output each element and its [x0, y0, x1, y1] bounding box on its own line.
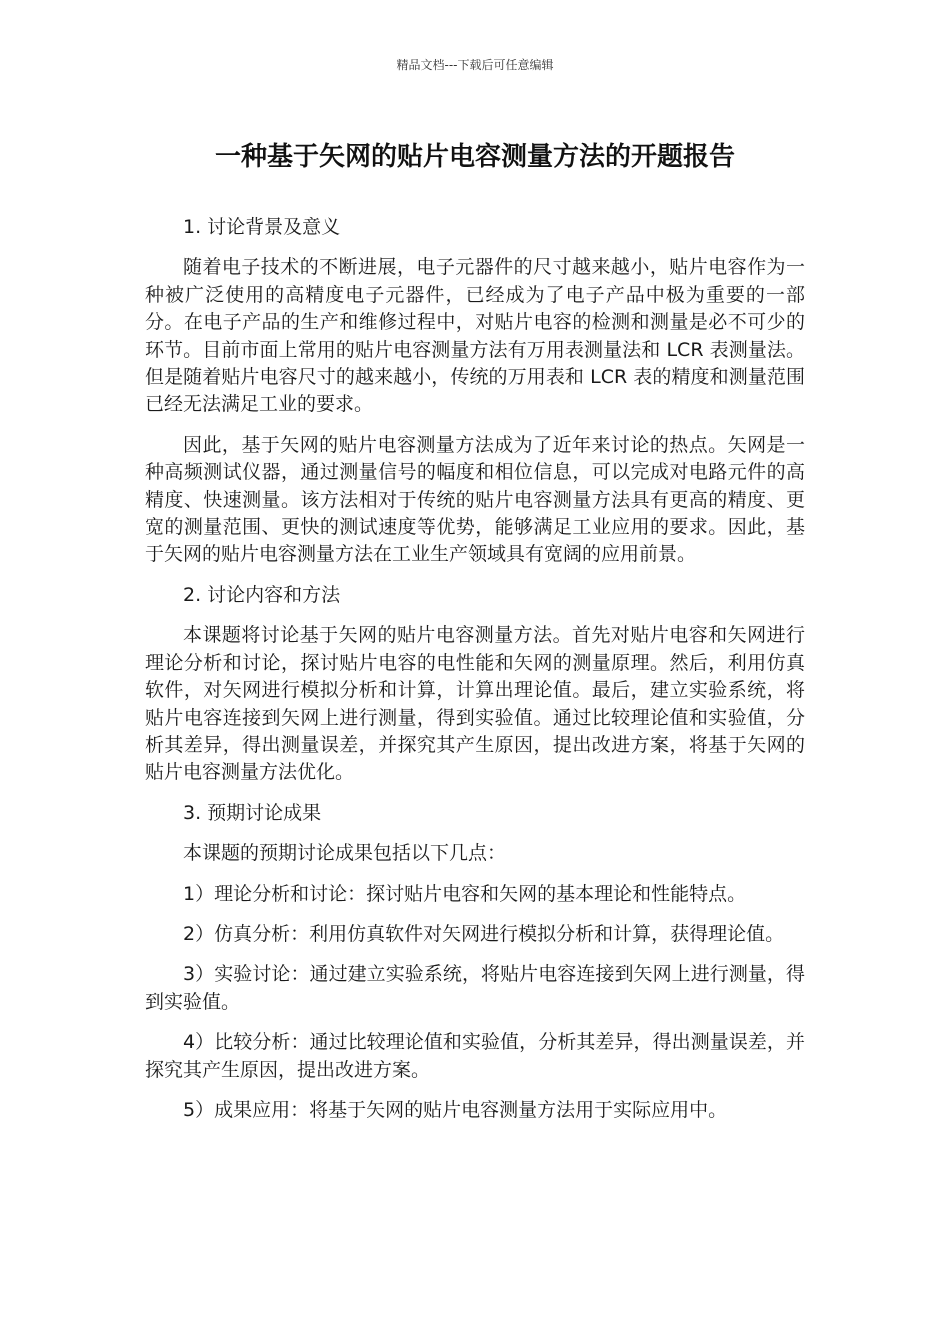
header-note: 精品文档---下载后可任意编辑	[396, 58, 554, 72]
list-item-result-3: 3）实验讨论：通过建立实验系统，将贴片电容连接到矢网上进行测量，得到实验值。	[145, 963, 805, 1013]
list-item-result-4: 4）比较分析：通过比较理论值和实验值，分析其差异，得出测量误差，并探究其产生原因，提出改进方案。	[145, 1031, 805, 1081]
paragraph-results-intro: 本课题的预期讨论成果包括以下几点：	[183, 842, 507, 865]
paragraph-background-2: 因此，基于矢网的贴片电容测量方法成为了近年来讨论的热点。矢网是一种高频测试仪器，通过测量信号的幅度和相位信息，可以完成对电路元件的高精度、快速测量。该方法相对于传统的贴片电容测量方法具有更高的精度、更宽的测量范围、更快的测试速度等优势，能够满足工业应用的要求。因此，基于矢网的贴片电容测量方法在工业生产领域具有宽阔的应用前景。	[145, 433, 805, 566]
document-body	[145, 214, 805, 1137]
section-heading-background: 1. 讨论背景及意义	[183, 216, 341, 238]
list-item-result-2: 2）仿真分析：利用仿真软件对矢网进行模拟分析和计算，获得理论值。	[183, 922, 785, 945]
section-heading-content-method: 2. 讨论内容和方法	[183, 583, 341, 606]
list-item-result-1: 1）理论分析和讨论：探讨贴片电容和矢网的基本理论和性能特点。	[183, 882, 747, 905]
paragraph-background-1: 随着电子技术的不断进展，电子元器件的尺寸越来越小，贴片电容作为一种被广泛使用的高精度电子元器件，已经成为了电子产品中极为重要的一部分。在电子产品的生产和维修过程中，对贴片电容的检测和测量是必不可少的环节。目前市面上常用的贴片电容测量方法有万用表测量法和 LCR 表测量法。但是随着贴片电容尺寸的越来越小，传统的万用表和 LCR 表的精度和测量范围已经无法满足工业的要求。	[145, 256, 805, 416]
list-item-result-5: 5）成果应用：将基于矢网的贴片电容测量方法用于实际应用中。	[183, 1098, 728, 1121]
document-title: 一种基于矢网的贴片电容测量方法的开题报告	[214, 142, 735, 172]
section-heading-expected-results: 3. 预期讨论成果	[183, 801, 322, 824]
paragraph-content-method: 本课题将讨论基于矢网的贴片电容测量方法。首先对贴片电容和矢网进行理论分析和讨论，探讨贴片电容的电性能和矢网的测量原理。然后，利用仿真软件，对矢网进行模拟分析和计算，计算出理论值。最后，建立实验系统，将贴片电容连接到矢网上进行测量，得到实验值。通过比较理论值和实验值，分析其差异，得出测量误差，并探究其产生原因，提出改进方案，将基于矢网的贴片电容测量方法优化。	[145, 624, 805, 784]
